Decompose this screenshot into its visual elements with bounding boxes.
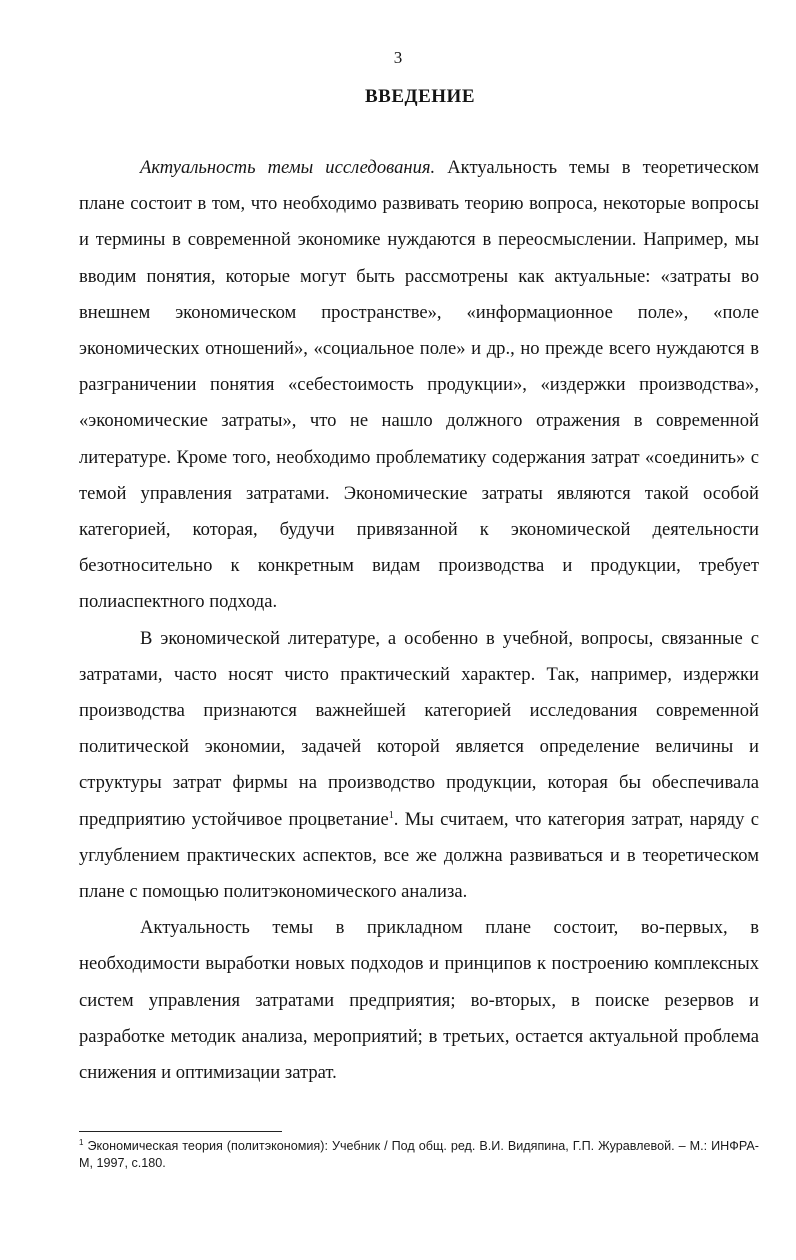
paragraph-text: В экономической литературе, а особенно в учебной, вопросы, связанные с затратами, часто носят чисто практический характер. Так, например, издержки производства признаются важнейшей категорией исследования современной политической экономии, задачей которой является определение величины и структуры затрат фирмы на производство продукции, которая бы обеспечивала предприятию устойчивое процветание bbox=[79, 627, 759, 830]
paragraph-lead: Актуальность темы исследования. bbox=[140, 157, 436, 178]
paragraph-relevance bbox=[79, 150, 759, 621]
paragraph-applied bbox=[79, 910, 759, 1091]
paragraph-literature bbox=[79, 621, 759, 911]
footnote bbox=[79, 1138, 759, 1172]
footnote-mark: 1 bbox=[79, 1138, 84, 1147]
footnote-reference: 1 bbox=[388, 809, 394, 821]
body-text bbox=[79, 150, 759, 1091]
page-number: 3 bbox=[393, 48, 403, 67]
paragraph-text: Актуальность темы в теоретическом плане состоит в том, что необходимо развивать теорию вопроса, некоторые вопросы и термины в современной экономике нуждаются в переосмыслении. Например, мы вводим понятия, которые могут быть рассмотрены как актуальные: «затраты во внешнем экономическом пространстве», «информационное поле», «поле экономических отношений», «социальное поле» и др., но прежде всего нуждаются в разграничении понятия «себестоимость продукции», «издержки производства», «экономические затраты», что не нашло должного отражения в современной литературе. Кроме того, необходимо проблематику содержания затрат «соединить» с темой управления затратами. Экономические затраты являются такой особой категорией, которая, будучи привязанной к экономической деятельности безотносительно к конкретным видам производства и продукции, требует полиаспектного подхода. bbox=[79, 157, 760, 613]
footnote-text: Экономическая теория (политэкономия): Учебник / Под общ. ред. В.И. Видяпина, Г.П. Журавлевой. – М.: ИНФРА-М, 1997, с.180. bbox=[79, 1139, 760, 1170]
footnote-divider bbox=[79, 1131, 282, 1132]
paragraph-text: Актуальность темы в прикладном плане состоит, во-первых, в необходимости выработки новых подходов и принципов к построению комплексных систем управления затратами предприятия; во-вторых, в поиске резервов и разработке методик анализа, мероприятий; в третьих, остается актуальной проблема снижения и оптимизации затрат. bbox=[79, 917, 759, 1084]
paragraph-text-continued: . Мы считаем, что категория затрат, наряду с углублением практических аспектов, все же должна развиваться и в теоретическом плане с помощью политэкономического анализа. bbox=[79, 808, 759, 903]
page-title: ВВЕДЕНИЕ bbox=[365, 86, 475, 107]
